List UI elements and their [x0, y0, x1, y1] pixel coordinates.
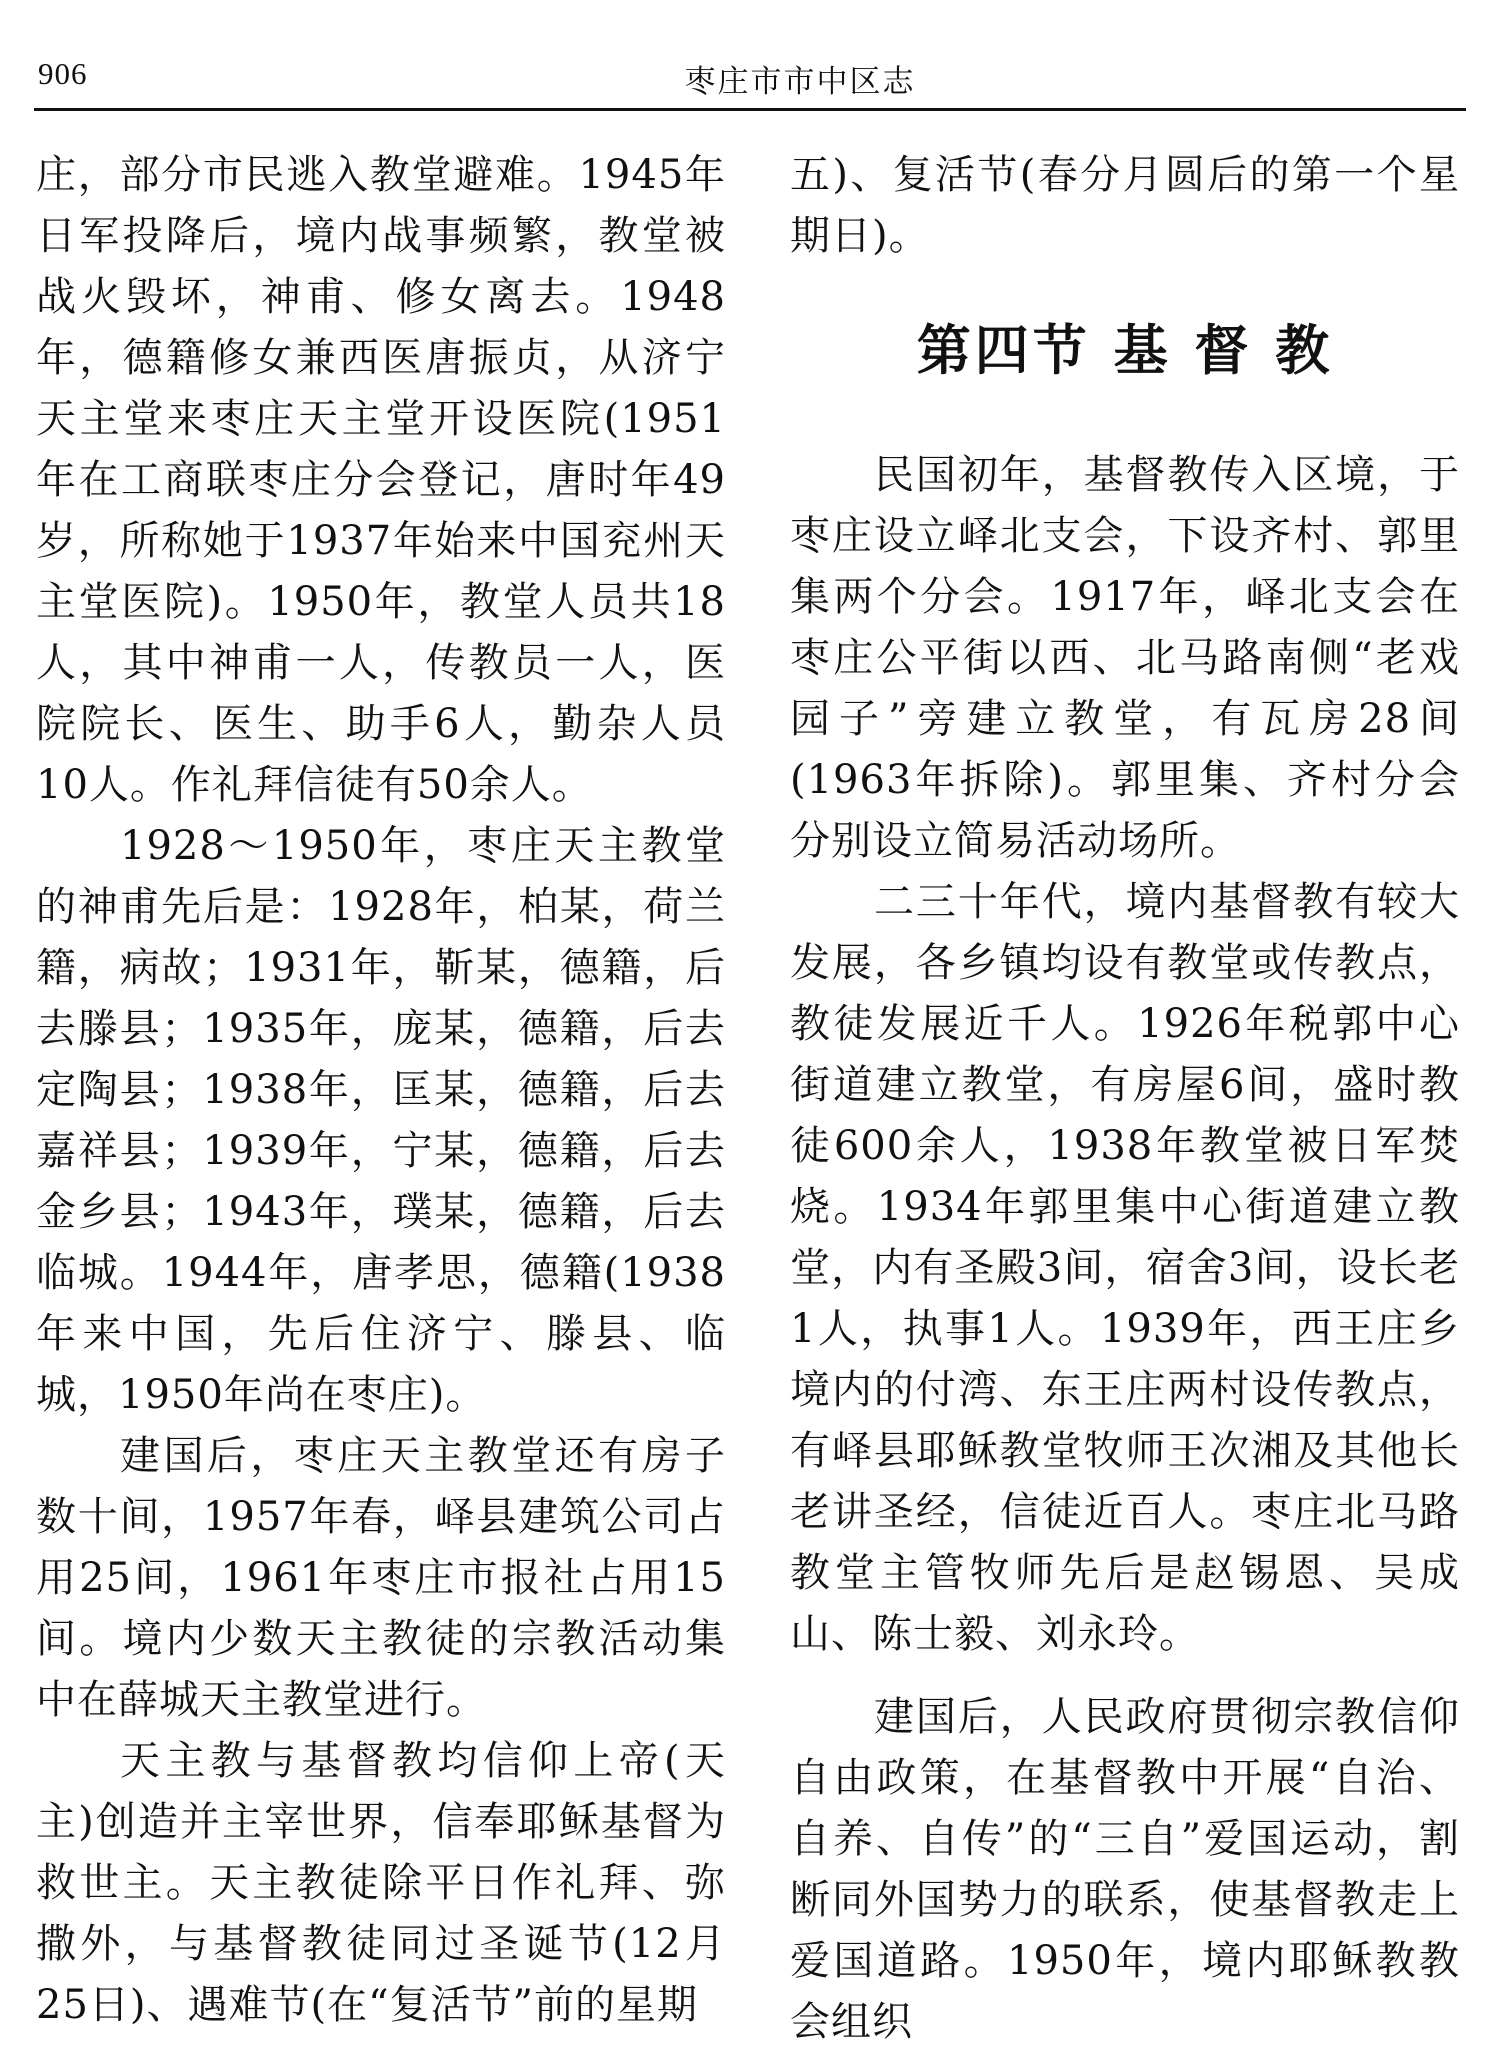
page-number: 906 [38, 56, 88, 91]
paragraph: 1928～1950年，枣庄天主教堂的神甫先后是：1928年，柏某，荷兰籍，病故；1931年，靳某，德籍，后去滕县；1935年，庞某，德籍，后去定陶县；1938年，匡某，德籍，后去嘉祥县；1939年，宁某，德籍，后去金乡县；1943年，璞某，德籍，后去临城。1944年，唐孝思，德籍(1938年来中国，先后住济宁、滕县、临城，1950年尚在枣庄)。 [36, 823, 726, 1418]
right-column [790, 145, 1460, 2053]
paragraph: 天主教与基督教均信仰上帝(天主)创造并主宰世界，信奉耶稣基督为救世主。天主教徒除平日作礼拜、弥撒外，与基督教徒同过圣诞节(12月25日)、遇难节(在“复活节”前的星期 [36, 1738, 726, 2028]
paragraph-continuation: 五)、复活节(春分月圆后的第一个星期日)。 [790, 152, 1460, 259]
paragraph: 民国初年，基督教传入区境，于枣庄设立峄北支会，下设齐村、郭里集两个分会。1917年，峄北支会在枣庄公平街以西、北马路南侧“老戏园子”旁建立教堂，有瓦房28间(1963年拆除)。郭里集、齐村分会分别设立简易活动场所。 [790, 452, 1460, 864]
section-heading: 第四节 基 督 教 [916, 319, 1334, 382]
header-rule [34, 108, 1466, 111]
paragraph: 建国后，人民政府贯彻宗教信仰自由政策，在基督教中开展“自治、自养、自传”的“三自”爱国运动，割断同外国势力的联系，使基督教走上爱国道路。1950年，境内耶稣教教会组织 [790, 1694, 1460, 2045]
paragraph: 庄，部分市民逃入教堂避难。1945年日军投降后，境内战事频繁，教堂被战火毁坏，神甫、修女离去。1948年，德籍修女兼西医唐振贞，从济宁天主堂来枣庄天主堂开设医院(1951年在工商联枣庄分会登记，唐时年49岁，所称她于1937年始来中国兖州天主堂医院)。1950年，教堂人员共18人，其中神甫一人，传教员一人，医院院长、医生、助手6人，勤杂人员10人。作礼拜信徒有50余人。 [36, 152, 726, 808]
paragraph: 二三十年代，境内基督教有较大发展，各乡镇均设有教堂或传教点，教徒发展近千人。1926年税郭中心街道建立教堂，有房屋6间，盛时教徒600余人，1938年教堂被日军焚烧。1934年郭里集中心街道建立教堂，内有圣殿3间，宿舍3间，设长老1人，执事1人。1939年，西王庄乡境内的付湾、东王庄两村设传教点，有峄县耶稣教堂牧师王次湘及其他长老讲圣经，信徒近百人。枣庄北马路教堂主管牧师先后是赵锡恩、吴成山、陈士毅、刘永玲。 [790, 879, 1460, 1657]
book-title: 枣庄市市中区志 [684, 64, 916, 100]
page-header [38, 56, 1462, 108]
paragraph: 建国后，枣庄天主教堂还有房子数十间，1957年春，峄县建筑公司占用25间，1961年枣庄市报社占用15间。境内少数天主教徒的宗教活动集中在薛城天主教堂进行。 [36, 1433, 726, 1723]
left-column [36, 145, 726, 2036]
paragraph-gap [790, 1665, 1460, 1687]
